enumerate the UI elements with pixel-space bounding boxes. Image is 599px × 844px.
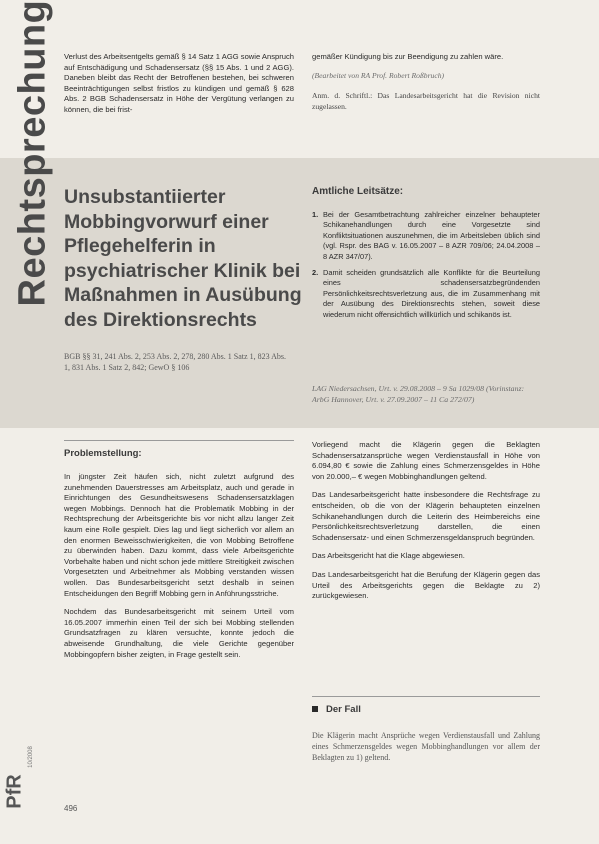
- list-item: [312, 268, 540, 320]
- headline-line: psychiatrischer Klinik bei: [64, 259, 301, 282]
- revision-note: Anm. d. Schriftl.: Das Landesarbeitsgericht hat die Revision nicht zugelassen.: [312, 91, 540, 111]
- top-right-text: gemäßer Kündigung bis zur Beendigung zu zahlen wäre.: [312, 52, 504, 61]
- problem-body: [64, 472, 294, 668]
- law-references: BGB §§ 31, 241 Abs. 2, 253 Abs. 2, 278, 280 Abs. 1 Satz 1, 823 Abs. 1, 831 Abs. 1 Satz 2, 842; GewO § 106: [64, 352, 287, 372]
- item-number: 2.: [312, 268, 319, 278]
- logo-text: PfR: [3, 774, 26, 809]
- fall-text: Die Klägerin macht Ansprüche wegen Verdienstausfall und Zahlung eines Schmerzensgeldes wegen Mobbinghandlungen vor allem der Beklagten zu 1) geltend.: [312, 731, 540, 762]
- journal-logo: [3, 746, 38, 830]
- paragraph: Das Arbeitsgericht hat die Klage abgewiesen.: [312, 551, 465, 561]
- paragraph: Das Landesarbeitsgericht hatte insbesondere die Rechtsfrage zu entscheiden, ob die von der Klägerin behaupteten einzelnen Schikanehandlungen durch die Leiterin des Heimbereichs eine Persönlichkeitsrechtsverletzung darstellen, die einen Schadensersatz- und einen Schmerzensgeldanspruch begründen.: [312, 490, 540, 542]
- headline-line: Unsubstantiierter: [64, 186, 226, 208]
- court-reference: LAG Niedersachsen, Urt. v. 29.08.2008 – 9 Sa 1029/08 (Vorinstanz: ArbG Hannover, Urt. v. 27.09.2007 – 11 Ca 272/07): [312, 384, 525, 404]
- headline-line: Pflegehelferin in: [64, 235, 216, 257]
- page-number: 496: [64, 804, 78, 813]
- article-headline: [64, 185, 304, 332]
- problem-heading: Problemstellung:: [64, 448, 142, 459]
- section-label: Rechtsprechung: [11, 0, 54, 307]
- divider: [64, 440, 294, 441]
- item-text: Damit scheiden grundsätzlich alle Konflikte für die Beurteilung eines schadensersatzbegründenden Persönlichkeitsrechtsverletzung aus, die im Zusammenhang mit der Ausübung des Direktionsrechts stehen, soweit diese wiederum nicht offensichtlich willkürlich und schikanös ist.: [323, 268, 540, 319]
- item-text: Bei der Gesamtbetrachtung zahlreicher einzelner behaupteter Schikanehandlungen durch eine Vorgesetzte sind Konfliktsituationen auszunehmen, die im Arbeitsleben üblich sind (vgl. Rspr. des BAG v. 16.05.2007 – 8 AZR 709/06; 24.04.2008 – 8 AZR 347/07).: [323, 210, 540, 261]
- top-left-text: Verlust des Arbeitsentgelts gemäß § 14 Satz 1 AGG sowie Anspruch auf Entschädigung und Schadensersatz (§§ 15 Abs. 1 und 2 AGG). Daneben bleibt das Recht der Betroffenen bestehen, bei schweren Beeinträchtigungen selbst fristlos zu kündigen und gemäß § 628 Abs. 2 BGB Schadensersatz in Höhe der Vergütung verlangen zu können, die bei frist-: [64, 52, 294, 114]
- list-item: [312, 210, 540, 262]
- divider: [312, 696, 540, 697]
- paragraph: Vorliegend macht die Klägerin gegen die Beklagten Schadensersatzansprüche wegen Verdienstausfall in Höhe von 6.094,80 € sowie die Zahlung eines Schmerzensgeldes in Höhe von 20.000,– € wegen Mobbinghandlungen geltend.: [312, 440, 540, 481]
- headline-line: Maßnahmen in Ausübung: [64, 284, 302, 306]
- leitsaetze-list: [312, 210, 540, 326]
- paragraph: Nochdem das Bundesarbeitsgericht mit seinem Urteil vom 16.05.2007 immerhin einen Teil der sich bei Mobbing stellenden Grundsatzfragen zu klären versuchte, konnte jedoch die abweisende Grundhaltung, die viele Gerichte gegenüber Mobbingopfern bisher zeigten, in Frage gestellt sein.: [64, 607, 294, 659]
- item-number: 1.: [312, 210, 319, 219]
- leitsaetze-heading: Amtliche Leitsätze:: [312, 186, 404, 197]
- fall-heading-text: Der Fall: [326, 704, 361, 715]
- right-body: [312, 440, 540, 610]
- author-note: (Bearbeitet von RA Prof. Robert Roßbruch): [312, 70, 445, 80]
- bullet-square-icon: [312, 706, 318, 712]
- headline-line: Mobbingvorwurf einer: [64, 210, 269, 233]
- paragraph: In jüngster Zeit häufen sich, nicht zuletzt aufgrund des zunehmenden Dauerstresses am Arbeitsplatz, auch und gerade in Einrichtungen des Gesundheitswesens Schadensersatzklagen wegen Mobbings. Dennoch hat die Problematik Mobbing in der Rechtsprechung der Arbeitsgerichte bis vor nicht allzu langer Zeit kaum eine Rolle gespielt. Dies lag und liegt sicherlich vor allem an den enormen Beweisschwierigkeiten, die von Mobbing Betroffene zu überwinden haben. Dazu kommt, dass viele Arbeitsgerichte Vorbehalte haben und nicht schon jede mittlere Streitigkeit zwischen Vorgesetzten und Arbeitnehmer als Mobbing verstanden wissen wollen. Das Bundesarbeitsgericht setzt deshalb in seinen Entscheidungen den Begriff Mobbing gern in Anführungsstriche.: [64, 472, 294, 598]
- logo-small-text: 10/2008: [27, 746, 34, 768]
- fall-heading: [312, 704, 361, 715]
- paragraph: Das Landesarbeitsgericht hat die Berufung der Klägerin gegen das Urteil des Arbeitsgerichts gegen die Beklagte zu 2) zurückgewiesen.: [312, 569, 540, 601]
- headline-line: des Direktionsrechts: [64, 308, 257, 331]
- top-right-block: [312, 52, 540, 112]
